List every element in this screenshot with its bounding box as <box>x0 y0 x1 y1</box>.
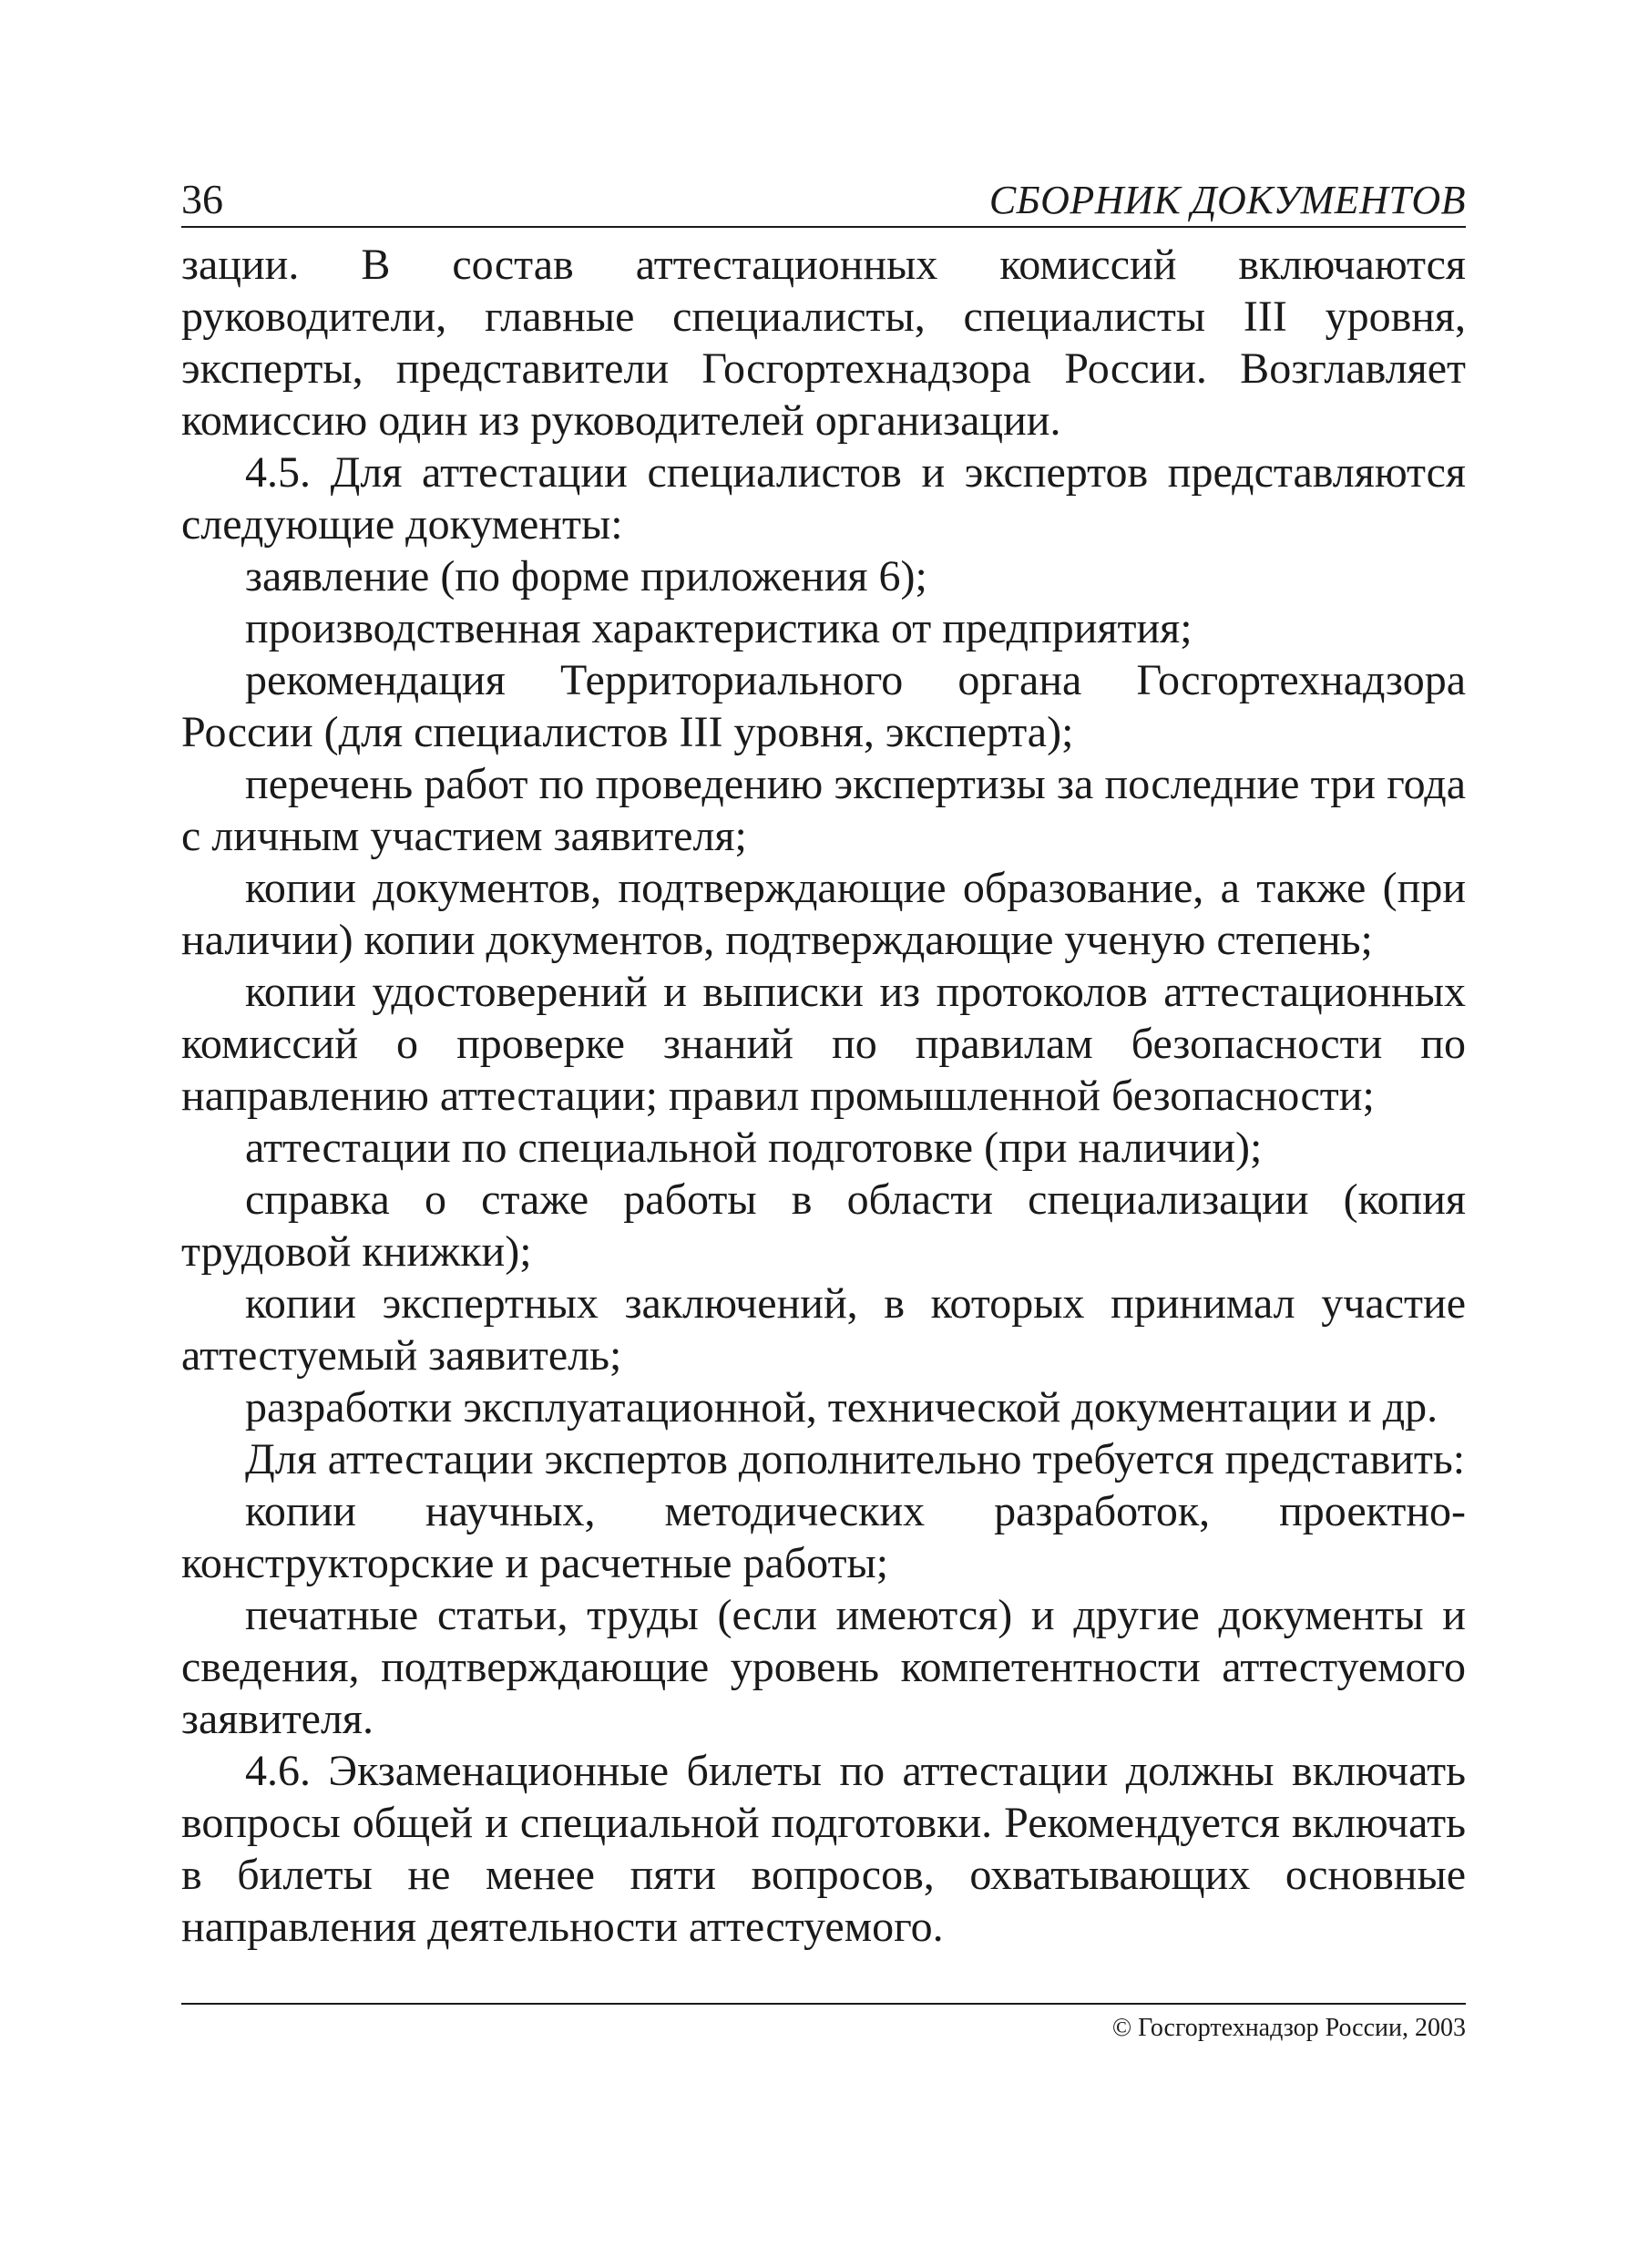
running-title: СБОРНИК ДОКУМЕНТОВ <box>988 178 1466 222</box>
list-item-application: заявление (по форме приложения 6); <box>245 552 927 600</box>
document-page <box>181 0 1466 2268</box>
list-item-certificates: копии удостоверений и выписки из протоколов аттестационных комиссий о проверке знаний по правилам безопасности по направлению аттестации; правил промышленной безопасности; <box>181 968 1466 1120</box>
list-item-education-copies: копии документов, подтверждающие образование, а также (при наличии) копии документов, подтверждающие ученую степень; <box>181 864 1466 964</box>
list-item-special-training: аттестации по специальной подготовке (при наличии); <box>245 1124 1263 1172</box>
list-item-publications: печатные статьи, труды (если имеются) и другие документы и сведения, подтверждающие уровень компетентности аттестуемого заявителя. <box>181 1591 1466 1743</box>
list-item-documentation: разработки эксплуатационной, технической документации и др. <box>245 1383 1438 1432</box>
paragraph-experts-additional: Для аттестации экспертов дополнительно требуется представить: <box>245 1435 1466 1483</box>
list-item-works-list: перечень работ по проведению экспертизы за последние три года с личным участием заявителя; <box>181 760 1466 860</box>
list-item-expert-conclusions: копии экспертных заключений, в которых принимал участие аттестуемый заявитель; <box>181 1279 1466 1380</box>
list-item-scientific-works: копии научных, методических разработок, проектно-конструкторские и расчетные работы; <box>181 1487 1466 1587</box>
copyright-notice: © Госгортехнадзор России, 2003 <box>1111 2014 1466 2042</box>
page-number: 36 <box>181 176 223 222</box>
list-item-reference: производственная характеристика от предприятия; <box>245 604 1193 652</box>
body-text <box>181 239 1466 1953</box>
list-item-work-experience: справка о стаже работы в области специализации (копия трудовой книжки); <box>181 1175 1466 1276</box>
paragraph-4-6: 4.6. Экзаменационные билеты по аттестации должны включать вопросы общей и специальной подготовки. Рекомендуется включать в билеты не менее пяти вопросов, охватывающих основные направления деятельности аттестуемого. <box>181 1747 1466 1951</box>
list-item-recommendation: рекомендация Территориального органа Госгортехнадзора России (для специалистов III уровня, эксперта); <box>181 656 1466 756</box>
footer-rule <box>181 2003 1466 2005</box>
paragraph-continuation: зации. В состав аттестационных комиссий включаются руководители, главные специалисты, специалисты III уровня, эксперты, представители Госгортехнадзора России. Возглавляет комиссию один из руководителей организации. <box>181 241 1466 445</box>
paragraph-4-5: 4.5. Для аттестации специалистов и экспертов представляются следующие документы: <box>181 448 1466 549</box>
page-header <box>181 173 1466 228</box>
